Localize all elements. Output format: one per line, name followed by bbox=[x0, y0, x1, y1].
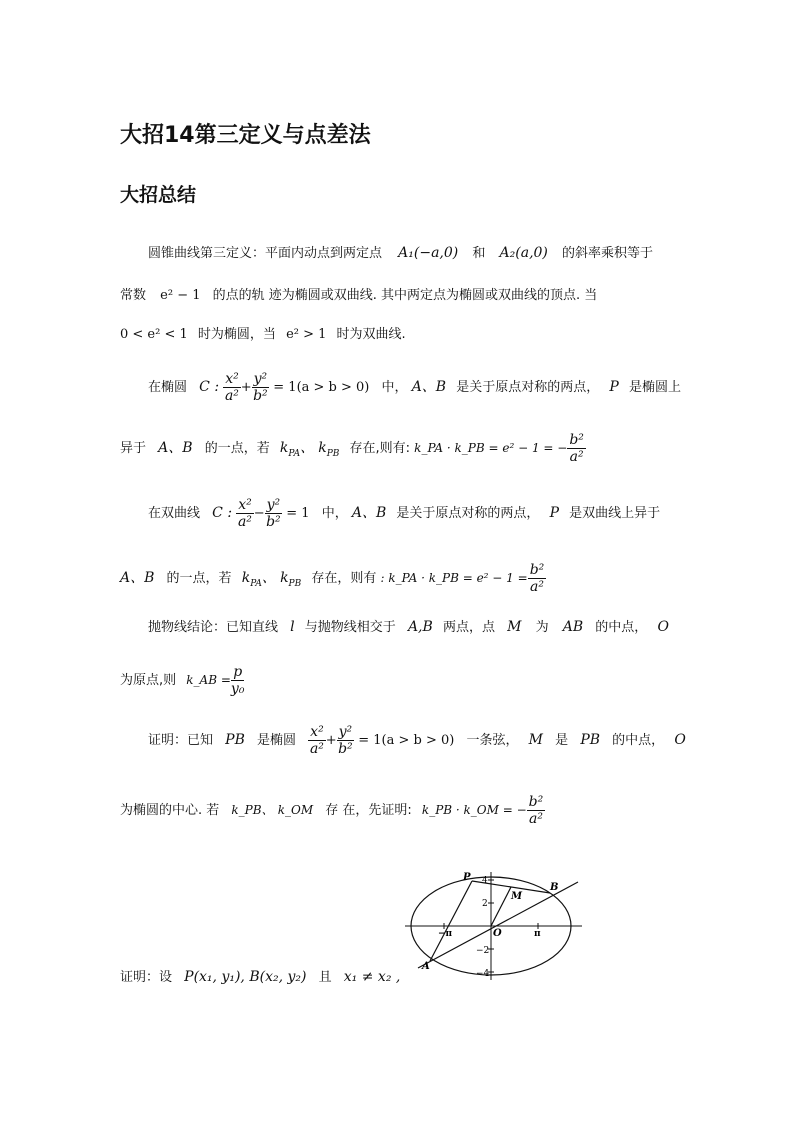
p5-kpb: k_PB、 bbox=[231, 803, 274, 817]
p3-frac-y: $\frac{\text{y²}}{\text{b²}}$ bbox=[266, 497, 281, 530]
p2-l2-b: 的一点，若 bbox=[204, 441, 270, 456]
p1-line3 bbox=[120, 326, 406, 344]
p1-l2-a: 常数 bbox=[120, 288, 147, 303]
p2-plus: + bbox=[240, 380, 252, 395]
p5-text-b: 是椭圆 bbox=[257, 733, 297, 748]
p5-text-a: 证明：已知 bbox=[148, 733, 214, 748]
p3-text-a: 在双曲线 bbox=[148, 506, 201, 521]
p1-point-a1: A₁(−a,0) bbox=[398, 245, 459, 261]
p2-p: P bbox=[609, 379, 619, 395]
p5-l2-b: 存 在，先证明: bbox=[325, 803, 412, 818]
p6-cond: x₁ ≠ x₂ , bbox=[343, 969, 401, 985]
p4-ab: A,B bbox=[407, 619, 433, 635]
p1-text-b: 的斜率乘积等于 bbox=[562, 246, 654, 261]
p3-line1 bbox=[148, 497, 660, 530]
p2-text-c: 是关于原点对称的两点， bbox=[456, 380, 600, 395]
p3-p: P bbox=[549, 505, 559, 521]
p3-l2-ab: A、B bbox=[120, 570, 155, 586]
p4-line2 bbox=[120, 664, 244, 697]
p5-text-c: 一条弦， bbox=[466, 733, 519, 748]
p3-eq-rhs: = 1 bbox=[286, 506, 310, 521]
p5-kom: k_OM bbox=[277, 803, 314, 817]
p5-text-e: 的中点， bbox=[612, 733, 665, 748]
p5-eq-rhs: = 1(a > b > 0) bbox=[358, 733, 455, 748]
p2-frac-ba: $\frac{\text{b²}}{\text{a²}}$ bbox=[569, 432, 584, 465]
section-heading: 大招总结 bbox=[120, 184, 197, 206]
p6-text-b: 且 bbox=[318, 970, 332, 985]
p3-ab: A、B bbox=[351, 505, 387, 521]
p2-prod: k_PA · k_PB = e² − 1 = − bbox=[414, 441, 568, 455]
p2-frac-y: $\frac{\text{y²}}{\text{b²}}$ bbox=[253, 371, 268, 404]
p1-line2 bbox=[120, 287, 597, 305]
p1-cond2: e² > 1 bbox=[286, 327, 327, 342]
p3-kpb: $k_{PB}$ bbox=[280, 570, 302, 589]
p4-text-c: 两点，点 bbox=[442, 620, 495, 635]
p4-m: M bbox=[507, 619, 522, 635]
p1-l3-a: 时为椭圆，当 bbox=[197, 327, 276, 342]
p2-l2-c: 存在,则有: bbox=[349, 441, 411, 456]
p3-minus: − bbox=[253, 506, 265, 521]
p5-line1 bbox=[148, 724, 686, 757]
p6-line bbox=[120, 968, 400, 987]
p4-l2: 为原点,则 bbox=[120, 673, 177, 688]
p4-text-a: 抛物线结论：已知直线 bbox=[148, 620, 279, 635]
p6-points: P(x₁, y₁), B(x₂, y₂) bbox=[184, 969, 307, 985]
p3-eq-c: C : bbox=[212, 505, 233, 521]
p2-frac-x: $\frac{\text{x²}}{\text{a²}}$ bbox=[224, 371, 239, 404]
label-xnpi: −π bbox=[438, 929, 453, 939]
p5-o: O bbox=[674, 732, 686, 748]
p2-text-d: 是椭圆上 bbox=[628, 380, 681, 395]
p2-line1 bbox=[148, 371, 681, 404]
p3-kpa: $k_{PA}$、 bbox=[241, 570, 276, 589]
p5-pb2: PB bbox=[580, 732, 601, 748]
page-title: 大招14第三定义与点差法 bbox=[120, 123, 371, 148]
p3-prod: : k_PA · k_PB = e² − 1 = bbox=[380, 571, 528, 585]
p2-kpb: $k_{PB}$ bbox=[318, 440, 340, 459]
p2-line2 bbox=[120, 432, 586, 465]
label-y2: 2 bbox=[482, 899, 488, 909]
p1-and: 和 bbox=[472, 246, 486, 261]
label-y4: 4 bbox=[482, 876, 488, 886]
ellipse-figure bbox=[400, 868, 585, 983]
p3-line2 bbox=[120, 562, 546, 595]
p3-text-b: 中， bbox=[321, 506, 348, 521]
p4-o: O bbox=[657, 619, 669, 635]
p4-text-b: 与抛物线相交于 bbox=[304, 620, 396, 635]
p1-line1 bbox=[148, 244, 653, 263]
p5-m: M bbox=[528, 732, 544, 748]
label-yn2: −2 bbox=[476, 946, 490, 956]
p5-frac-ba: $\frac{\text{b²}}{\text{a²}}$ bbox=[528, 794, 544, 827]
p1-cond1: 0 < e² < 1 bbox=[120, 327, 188, 342]
p1-l3-b: 时为双曲线. bbox=[336, 327, 406, 342]
p5-l2-a: 为椭圆的中心. 若 bbox=[120, 803, 220, 818]
p1-l2-b: 的点的轨 迹为椭圆或双曲线. 其中两定点为椭圆或双曲线的顶点. 当 bbox=[212, 288, 598, 303]
p2-l2-ab: A、B bbox=[158, 440, 193, 456]
p4-ab-seg: AB bbox=[562, 619, 584, 635]
p2-l2-a: 异于 bbox=[120, 441, 147, 456]
p5-plus: + bbox=[325, 733, 337, 748]
p3-text-c: 是关于原点对称的两点， bbox=[396, 506, 540, 521]
p4-kab: k_AB = bbox=[186, 673, 231, 687]
p2-ab: A、B bbox=[411, 379, 447, 395]
p2-eq-c: C : bbox=[199, 379, 220, 395]
p4-l: l bbox=[290, 619, 295, 635]
p5-pb: PB bbox=[225, 732, 245, 748]
p4-frac-py: $\frac{p}{\text{y₀}}$ bbox=[230, 664, 245, 697]
p6-text-a: 证明：设 bbox=[120, 970, 173, 985]
p3-frac-ba: $\frac{\text{b²}}{\text{a²}}$ bbox=[529, 562, 545, 595]
p4-text-d: 为 bbox=[535, 620, 549, 635]
p3-text-d: 是双曲线上异于 bbox=[569, 506, 661, 521]
label-o: O bbox=[493, 928, 502, 939]
p5-frac-x: $\frac{\text{x²}}{\text{a²}}$ bbox=[309, 724, 324, 757]
p1-text-a: 圆锥曲线第三定义：平面内动点到两定点 bbox=[148, 246, 383, 261]
label-a: A bbox=[422, 961, 430, 972]
p2-eq-rhs: = 1(a > b > 0) bbox=[273, 380, 370, 395]
p1-e2m1: e² − 1 bbox=[160, 288, 201, 303]
p3-l2-a: 的一点，若 bbox=[166, 571, 232, 586]
p4-text-e: 的中点， bbox=[595, 620, 648, 635]
p5-prod: k_PB · k_OM = − bbox=[421, 803, 527, 817]
p4-line1 bbox=[148, 618, 669, 637]
label-m: M bbox=[511, 891, 523, 902]
p2-kpa: $k_{PA}$、 bbox=[279, 440, 315, 459]
label-p: P bbox=[463, 872, 471, 883]
p1-point-a2: A₂(a,0) bbox=[499, 245, 548, 261]
p5-line2 bbox=[120, 794, 545, 827]
chord-pa bbox=[430, 881, 472, 961]
label-yn4: −4 bbox=[476, 969, 490, 979]
p5-frac-y: $\frac{\text{y²}}{\text{b²}}$ bbox=[338, 724, 353, 757]
label-b: B bbox=[550, 882, 559, 893]
label-xpi: π bbox=[534, 929, 541, 939]
p2-text-b: 中， bbox=[381, 380, 408, 395]
p3-l2-b: 存在，则有 bbox=[311, 571, 377, 586]
p3-frac-x: $\frac{\text{x²}}{\text{a²}}$ bbox=[237, 497, 252, 530]
p2-text-a: 在椭圆 bbox=[148, 380, 188, 395]
line-ab bbox=[418, 882, 578, 968]
p5-text-d: 是 bbox=[555, 733, 569, 748]
